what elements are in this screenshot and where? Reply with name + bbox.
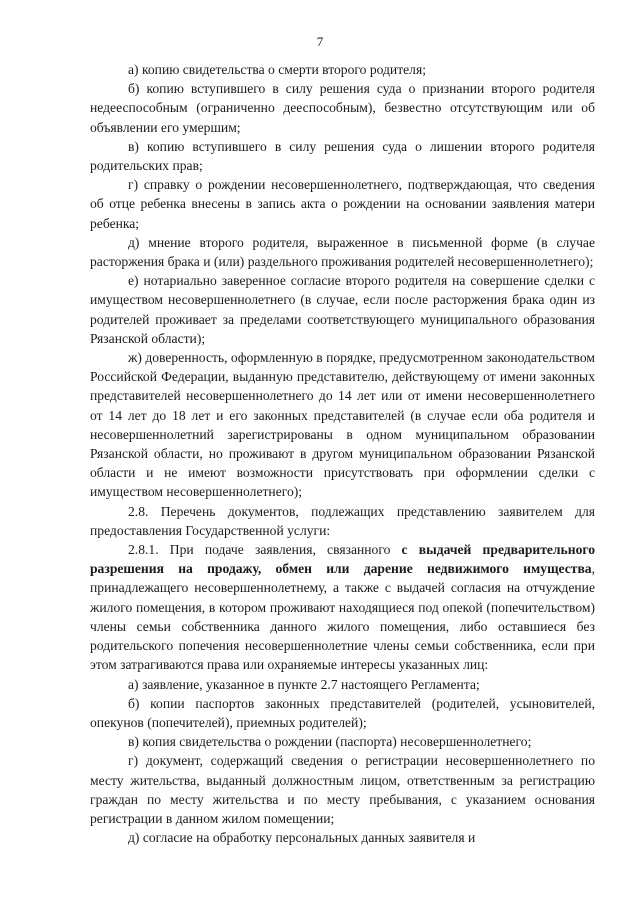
list-item-d-personal-data-consent: д) согласие на обработку персональных данных заявителя и (128, 830, 476, 846)
document-body (90, 60, 595, 847)
paragraph-a-death-certificate: а) копию свидетельства о смерти второго родителя; (128, 62, 426, 77)
paragraph-g-birth-certificate: г) справку о рождении несовершеннолетнего, подтверждающая, что сведения об отце ребенка внесены в запись акта о рождении на основании заявления матери ребенка; (90, 177, 595, 231)
paragraph-d-parent-opinion: д) мнение второго родителя, выраженное в письменной форме (в случае расторжения брака и (или) раздельного проживания родителей несовершеннолетнего); (90, 234, 595, 270)
paragraph-e-notarized-consent: е) нотариально заверенное согласие второго родителя на совершение сделки с имуществом несовершеннолетнего (в случае, если после расторжения брака один из родителей проживает за пределами соответствующего муниципального образования Рязанской области); (90, 273, 595, 346)
paragraph-v-deprivation-decision: в) копию вступившего в силу решения суда о лишении второго родителя родительских прав; (90, 138, 595, 174)
list-item-v-birth-certificate-copy: в) копия свидетельства о рождении (паспорта) несовершеннолетнего; (128, 734, 532, 750)
section-2-8-1-lead: 2.8.1. При подаче заявления, связанного (128, 542, 402, 558)
list-item-b-passport-copies: б) копии паспортов законных представителей (родителей, усыновителей, опекунов (попечителей), приемных родителей); (90, 695, 595, 730)
page-number: 7 (316, 34, 324, 49)
section-2-8-1 (90, 540, 595, 674)
list-item-g-registration-document: г) документ, содержащий сведения о регистрации несовершеннолетнего по месту жительства, выданный должностным лицом, ответственным за регистрацию граждан по месту жительства и по месту пребывания, с указанием основания регистрации в данном жилом помещении; (90, 753, 595, 826)
list-item-a-application: а) заявление, указанное в пункте 2.7 настоящего Регламента; (128, 676, 480, 692)
section-2-8-heading: 2.8. Перечень документов, подлежащих представлению заявителем для предоставления Государственной услуги: (90, 503, 595, 538)
section-2-8-1-rest: , принадлежащего несовершеннолетнему, а также с выдачей согласия на отчуждение жилого помещения, в котором проживают находящиеся под опекой (попечительством) члены семьи собственника данного жилого помещения, либо оставшиеся без родительского попечения несовершеннолетние члены семьи собственника, если при этом затрагиваются права или охраняемые интересы указанных лиц: (90, 561, 595, 673)
section-2-8-1-bold: с выдачей предварительного разрешения на продажу, обмен или дарение недвижимого имущества (90, 542, 595, 577)
paragraph-b-incapacity-decision: б) копию вступившего в силу решения суда о признании второго родителя недееспособным (ограниченно дееспособным), безвестно отсутствующим или об объявлении его умершим; (90, 81, 595, 135)
paragraph-zh-power-of-attorney: ж) доверенность, оформленную в порядке, предусмотренном законодательством Российской Федерации, выданную представителю, действующему от имени законных представителей несовершеннолетнего до 14 лет или от имени несовершеннолетнего от 14 лет до 18 лет и его законных представителей (в случае если оба родителя и несовершеннолетний зарегистрированы в одном муниципальном образовании Рязанской области, но проживают в другом муниципальном образовании Рязанской области и не имеют возможности присутствовать при оформлении сделки с имуществом несовершеннолетнего); (90, 350, 595, 500)
